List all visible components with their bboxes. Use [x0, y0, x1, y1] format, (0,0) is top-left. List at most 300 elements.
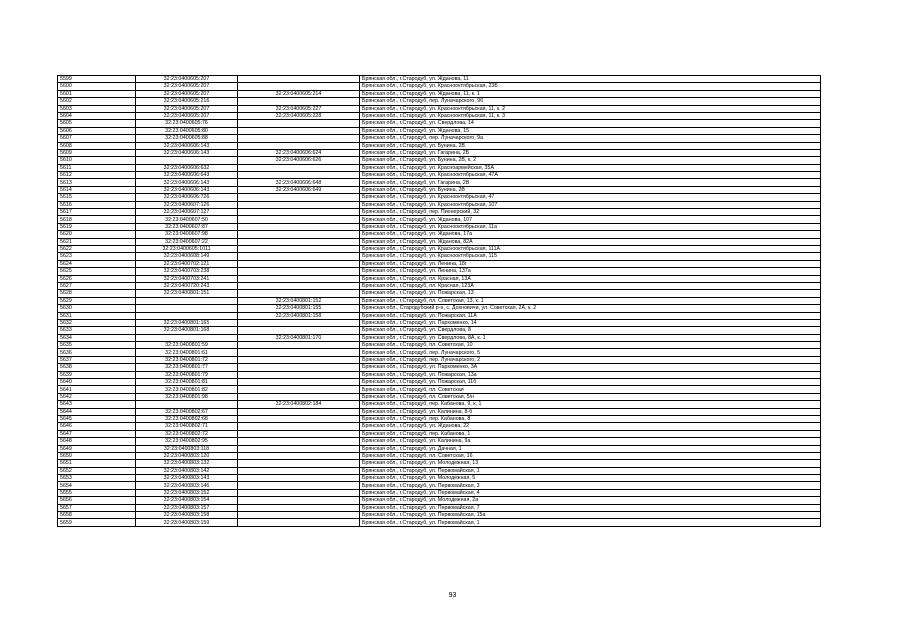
- address-cell: Брянская обл., г.Стародуб, пер. Кабанова, 1: [360, 430, 821, 437]
- row-number-cell: 5647: [58, 430, 136, 437]
- row-number-cell: 5621: [58, 238, 136, 245]
- table-row: [58, 497, 821, 504]
- table-row: [58, 223, 821, 230]
- row-number-cell: 5629: [58, 297, 136, 304]
- address-cell: Брянская обл., г.Стародуб, пер. Луначарского, 9б: [360, 98, 821, 105]
- row-number-cell: 5602: [58, 98, 136, 105]
- row-number-cell: 5654: [58, 482, 136, 489]
- row-number-cell: 5646: [58, 423, 136, 430]
- row-number-cell: 5613: [58, 179, 136, 186]
- address-cell: Брянская обл., г.Стародуб, ул. Первомайская, 15а: [360, 512, 821, 519]
- table-row: [58, 297, 821, 304]
- cadastral-number-cell: 32:23:0400607:127: [136, 209, 238, 216]
- sub-cadastral-number-cell: 32:23:0400801:170: [238, 334, 360, 341]
- row-number-cell: 5628: [58, 290, 136, 297]
- address-cell: Брянская обл., г.Стародуб, ул. Первомайская, 1: [360, 519, 821, 526]
- table-row: [58, 379, 821, 386]
- cadastral-number-cell: 32:23:0400607:87: [136, 223, 238, 230]
- sub-cadastral-number-cell: [238, 231, 360, 238]
- table-body: [58, 76, 821, 527]
- address-cell: Брянская обл., г.Стародуб, ул. Краснооктябрьская, 47А: [360, 172, 821, 179]
- cadastral-number-cell: 32:23:0400605:80: [136, 127, 238, 134]
- sub-cadastral-number-cell: 32:23:0400802:184: [238, 401, 360, 408]
- table-row: [58, 245, 821, 252]
- cadastral-number-cell: 32:23:0400802:68: [136, 415, 238, 422]
- sub-cadastral-number-cell: 32:23:0400801:152: [238, 297, 360, 304]
- cadastral-number-cell: 32:23:0400606:143: [136, 179, 238, 186]
- table-row: [58, 504, 821, 511]
- sub-cadastral-number-cell: 32:23:0400605:214: [238, 90, 360, 97]
- cadastral-number-cell: [136, 312, 238, 319]
- cadastral-number-cell: 32:23:0400605:207: [136, 105, 238, 112]
- address-cell: Брянская обл., г.Стародуб, пл. Советская, 16: [360, 452, 821, 459]
- cadastral-number-cell: 32:23:0400720:243: [136, 282, 238, 289]
- address-cell: Брянская обл., г.Стародуб, ул. Гагарина, 2В: [360, 179, 821, 186]
- cadastral-number-cell: 32:23:0400606:143: [136, 142, 238, 149]
- sub-cadastral-number-cell: [238, 482, 360, 489]
- table-row: [58, 260, 821, 267]
- row-number-cell: 5609: [58, 149, 136, 156]
- address-cell: Брянская обл., г.Стародуб, ул. Краснооктябрьская, 11а: [360, 223, 821, 230]
- row-number-cell: 5638: [58, 364, 136, 371]
- address-cell: Брянская обл., г.Стародуб, ул. Пожарская, 11б: [360, 379, 821, 386]
- row-number-cell: 5636: [58, 349, 136, 356]
- row-number-cell: 5633: [58, 327, 136, 334]
- sub-cadastral-number-cell: [238, 216, 360, 223]
- row-number-cell: 5648: [58, 438, 136, 445]
- address-cell: Брянская обл., г.Стародуб, пер. Луначарского, 2: [360, 356, 821, 363]
- address-cell: Брянская обл., г.Стародуб, ул. Пархоменко, 14: [360, 319, 821, 326]
- cadastral-number-cell: 32:23:0400605:207: [136, 90, 238, 97]
- address-cell: Брянская обл., г.Стародуб, ул. Бунина, 2В: [360, 186, 821, 193]
- sub-cadastral-number-cell: 32:23:0400801:155: [238, 305, 360, 312]
- table-row: [58, 209, 821, 216]
- row-number-cell: 5599: [58, 76, 136, 83]
- row-number-cell: 5605: [58, 120, 136, 127]
- cadastral-number-cell: 32:23:0400802:71: [136, 423, 238, 430]
- address-cell: Брянская обл., г.Стародуб, ул. Красноармейская, 35А: [360, 164, 821, 171]
- sub-cadastral-number-cell: [238, 260, 360, 267]
- sub-cadastral-number-cell: [238, 275, 360, 282]
- cadastral-number-cell: 32:23:0400803:146: [136, 482, 238, 489]
- sub-cadastral-number-cell: [238, 379, 360, 386]
- table-row: [58, 438, 821, 445]
- address-cell: Брянская обл., г.Стародуб, ул. Краснооктябрьская, 11, к. 3: [360, 112, 821, 119]
- row-number-cell: 5620: [58, 231, 136, 238]
- sub-cadastral-number-cell: 32:23:0400606:649: [238, 186, 360, 193]
- cadastral-number-cell: [136, 297, 238, 304]
- table-row: [58, 164, 821, 171]
- sub-cadastral-number-cell: [238, 98, 360, 105]
- sub-cadastral-number-cell: [238, 172, 360, 179]
- cadastral-number-cell: 32:23:0400703:241: [136, 275, 238, 282]
- sub-cadastral-number-cell: [238, 209, 360, 216]
- cadastral-number-cell: 32:23:0400801:82: [136, 386, 238, 393]
- row-number-cell: 5640: [58, 379, 136, 386]
- table-row: [58, 275, 821, 282]
- address-cell: Брянская обл., г.Стародуб, ул. Пожарская, 13: [360, 290, 821, 297]
- table-row: [58, 98, 821, 105]
- sub-cadastral-number-cell: [238, 408, 360, 415]
- row-number-cell: 5610: [58, 157, 136, 164]
- table-row: [58, 482, 821, 489]
- address-cell: Брянская обл., г.Стародуб, пл. Советская, 5/н: [360, 393, 821, 400]
- sub-cadastral-number-cell: [238, 452, 360, 459]
- cadastral-number-cell: [136, 401, 238, 408]
- address-cell: Брянская обл., г.Стародуб, пл. Советская, 13, к. 1: [360, 297, 821, 304]
- table-row: [58, 120, 821, 127]
- sub-cadastral-number-cell: [238, 430, 360, 437]
- row-number-cell: 5623: [58, 253, 136, 260]
- table-row: [58, 452, 821, 459]
- table-row: [58, 127, 821, 134]
- cadastral-number-cell: 32:23:0400606:143: [136, 186, 238, 193]
- table-row: [58, 135, 821, 142]
- land-registry-table: [57, 75, 821, 527]
- row-number-cell: 5655: [58, 489, 136, 496]
- row-number-cell: 5601: [58, 90, 136, 97]
- table-row: [58, 430, 821, 437]
- row-number-cell: 5639: [58, 371, 136, 378]
- address-cell: Брянская обл., г.Стародуб, пл. Красная, 13А: [360, 275, 821, 282]
- row-number-cell: 5645: [58, 415, 136, 422]
- cadastral-number-cell: 32:23:0400801:168: [136, 327, 238, 334]
- sub-cadastral-number-cell: [238, 127, 360, 134]
- address-cell: Брянская обл., г.Стародуб, ул. Жданова, 82А: [360, 238, 821, 245]
- cadastral-number-cell: 32:23:0400803:159: [136, 519, 238, 526]
- cadastral-number-cell: 32:23:0400803:120: [136, 452, 238, 459]
- cadastral-number-cell: [136, 305, 238, 312]
- table-row: [58, 327, 821, 334]
- page-number: 93: [448, 592, 457, 599]
- address-cell: Брянская обл., г.Стародуб, ул. Первомайская, 3: [360, 482, 821, 489]
- address-cell: Брянская обл., г.Стародуб, ул. Бунина, 2В, к. 2: [360, 157, 821, 164]
- row-number-cell: 5634: [58, 334, 136, 341]
- address-cell: Брянская обл., г.Стародуб, ул. Калинина, 8-б: [360, 408, 821, 415]
- row-number-cell: 5608: [58, 142, 136, 149]
- table-row: [58, 386, 821, 393]
- cadastral-number-cell: 32:23:0400801:79: [136, 371, 238, 378]
- address-cell: Брянская обл., г.Стародуб, ул. Жданова, 107: [360, 216, 821, 223]
- address-cell: Брянская обл., г.Стародуб, ул. Жданова, 11: [360, 76, 821, 83]
- address-cell: Брянская обл., г.Стародуб, ул. Калинина, 9а: [360, 438, 821, 445]
- address-cell: Брянская обл., г.Стародуб, ул. Краснооктябрьская, 47: [360, 194, 821, 201]
- address-cell: Брянская обл., г.Стародуб, пер. Кабанова, 8: [360, 415, 821, 422]
- sub-cadastral-number-cell: 32:23:0400605:228: [238, 112, 360, 119]
- sub-cadastral-number-cell: [238, 512, 360, 519]
- table-row: [58, 282, 821, 289]
- row-number-cell: 5631: [58, 312, 136, 319]
- sub-cadastral-number-cell: [238, 282, 360, 289]
- sub-cadastral-number-cell: [238, 386, 360, 393]
- table-row: [58, 186, 821, 193]
- sub-cadastral-number-cell: [238, 504, 360, 511]
- table-row: [58, 423, 821, 430]
- row-number-cell: 5630: [58, 305, 136, 312]
- sub-cadastral-number-cell: [238, 290, 360, 297]
- sub-cadastral-number-cell: [238, 201, 360, 208]
- table-row: [58, 216, 821, 223]
- address-cell: Брянская обл., г.Стародуб, пер. Луначарского, 9а: [360, 135, 821, 142]
- cadastral-number-cell: 32:23:0400605:1011: [136, 245, 238, 252]
- table-row: [58, 231, 821, 238]
- cadastral-number-cell: 32:23:0400801:72: [136, 356, 238, 363]
- row-number-cell: 5624: [58, 260, 136, 267]
- table-row: [58, 83, 821, 90]
- sub-cadastral-number-cell: [238, 268, 360, 275]
- sub-cadastral-number-cell: [238, 423, 360, 430]
- row-number-cell: 5622: [58, 245, 136, 252]
- address-cell: Брянская обл., г.Стародуб, ул. Пархоменко, 3А: [360, 364, 821, 371]
- address-cell: Брянская обл., г.Стародуб, ул. Свердлова, 14: [360, 120, 821, 127]
- row-number-cell: 5617: [58, 209, 136, 216]
- address-cell: Брянская обл., г.Стародуб, ул. Свердлова, 8: [360, 327, 821, 334]
- address-cell: Брянская обл., г.Стародуб, пер. Кабанова, 9, к. 1: [360, 401, 821, 408]
- address-cell: Брянская обл., г.Стародуб, пл. Красная, 123А: [360, 282, 821, 289]
- sub-cadastral-number-cell: [238, 364, 360, 371]
- sub-cadastral-number-cell: 32:23:0400606:648: [238, 179, 360, 186]
- table-row: [58, 194, 821, 201]
- cadastral-number-cell: 32:23:0400803:157: [136, 504, 238, 511]
- cadastral-number-cell: 32:23:0400801:98: [136, 393, 238, 400]
- sub-cadastral-number-cell: [238, 489, 360, 496]
- row-number-cell: 5649: [58, 445, 136, 452]
- cadastral-number-cell: 32:23:0400801:61: [136, 349, 238, 356]
- cadastral-number-cell: 32:23:0400803:152: [136, 489, 238, 496]
- table-row: [58, 467, 821, 474]
- cadastral-number-cell: 32:23:0400803:132: [136, 460, 238, 467]
- cadastral-number-cell: 32:23:0400606:643: [136, 172, 238, 179]
- address-cell: Брянская обл., г.Стародуб, ул. Дачная, 1: [360, 445, 821, 452]
- table-row: [58, 512, 821, 519]
- table-row: [58, 290, 821, 297]
- table-row: [58, 268, 821, 275]
- sub-cadastral-number-cell: [238, 460, 360, 467]
- cadastral-number-cell: 32:23:0400607:22: [136, 238, 238, 245]
- sub-cadastral-number-cell: [238, 519, 360, 526]
- sub-cadastral-number-cell: [238, 438, 360, 445]
- sub-cadastral-number-cell: [238, 194, 360, 201]
- table-row: [58, 179, 821, 186]
- table-row: [58, 415, 821, 422]
- table-row: [58, 142, 821, 149]
- address-cell: Брянская обл., г.Стародуб, пл. Советская: [360, 386, 821, 393]
- sub-cadastral-number-cell: [238, 164, 360, 171]
- cadastral-number-cell: 32:23:0400607:98: [136, 231, 238, 238]
- row-number-cell: 5619: [58, 223, 136, 230]
- address-cell: Брянская обл., г.Стародуб, ул. Первомайская, 7: [360, 504, 821, 511]
- row-number-cell: 5607: [58, 135, 136, 142]
- address-cell: Брянская обл., г.Стародуб, ул. Пожарская, 11А: [360, 312, 821, 319]
- address-cell: Брянская обл., г.Стародуб, ул. Краснооктябрьская, 111А: [360, 245, 821, 252]
- sub-cadastral-number-cell: [238, 83, 360, 90]
- table-row: [58, 489, 821, 496]
- cadastral-number-cell: 32:23:0400606:632: [136, 164, 238, 171]
- sub-cadastral-number-cell: 32:23:0400605:227: [238, 105, 360, 112]
- table-row: [58, 371, 821, 378]
- row-number-cell: 5651: [58, 460, 136, 467]
- sub-cadastral-number-cell: [238, 223, 360, 230]
- table-row: [58, 342, 821, 349]
- cadastral-number-cell: 32:23:0400608:149: [136, 253, 238, 260]
- cadastral-number-cell: 32:23:0400802:72: [136, 430, 238, 437]
- address-cell: Брянская обл., г.Стародуб, ул. Свердлова, 8А, к. 1: [360, 334, 821, 341]
- table-row: [58, 76, 821, 83]
- table-row: [58, 305, 821, 312]
- address-cell: Брянская обл., г.Стародуб, ул. Жданова, 11, к. 1: [360, 90, 821, 97]
- cadastral-number-cell: 32:23:0400607:50: [136, 216, 238, 223]
- sub-cadastral-number-cell: [238, 327, 360, 334]
- table-row: [58, 475, 821, 482]
- table-row: [58, 519, 821, 526]
- row-number-cell: 5635: [58, 342, 136, 349]
- cadastral-number-cell: 32:23:0400802:95: [136, 438, 238, 445]
- cadastral-number-cell: 32:23:0400801:151: [136, 290, 238, 297]
- table-row: [58, 90, 821, 97]
- address-cell: Брянская обл., г.Стародуб, ул. Первомайская, 4: [360, 489, 821, 496]
- sub-cadastral-number-cell: [238, 135, 360, 142]
- table-row: [58, 393, 821, 400]
- address-cell: Брянская обл., г.Стародуб, пл. Советская, 10: [360, 342, 821, 349]
- sub-cadastral-number-cell: 32:23:0400606:626: [238, 157, 360, 164]
- cadastral-number-cell: 32:23:0400803:158: [136, 512, 238, 519]
- sub-cadastral-number-cell: [238, 253, 360, 260]
- address-cell: Брянская обл., г.Стародуб, ул. Ленина, 18г: [360, 260, 821, 267]
- cadastral-number-cell: [136, 334, 238, 341]
- row-number-cell: 5650: [58, 452, 136, 459]
- cadastral-number-cell: 32:23:0400802:67: [136, 408, 238, 415]
- sub-cadastral-number-cell: [238, 467, 360, 474]
- address-cell: Брянская обл., г.Стародуб, ул. Краснооктябрьская, 115: [360, 253, 821, 260]
- cadastral-number-cell: 32:23:0400605:216: [136, 98, 238, 105]
- table-row: [58, 201, 821, 208]
- cadastral-number-cell: 32:23:0400605:76: [136, 120, 238, 127]
- address-cell: Брянская обл., г.Стародуб, ул. Краснооктябрьская, 107: [360, 201, 821, 208]
- row-number-cell: 5652: [58, 467, 136, 474]
- row-number-cell: 5657: [58, 504, 136, 511]
- address-cell: Брянская обл., г.Стародуб, пер. Луначарского, 5: [360, 349, 821, 356]
- table-row: [58, 445, 821, 452]
- cadastral-number-cell: 32:23:0400801:77: [136, 364, 238, 371]
- sub-cadastral-number-cell: [238, 76, 360, 83]
- address-cell: Брянская обл., г.Стародуб, ул. Краснооктябрьская, 23Б: [360, 83, 821, 90]
- row-number-cell: 5616: [58, 201, 136, 208]
- cadastral-number-cell: 32:23:0400801:81: [136, 379, 238, 386]
- row-number-cell: 5625: [58, 268, 136, 275]
- cadastral-number-cell: 32:23:0400703:238: [136, 268, 238, 275]
- table-row: [58, 349, 821, 356]
- sub-cadastral-number-cell: [238, 445, 360, 452]
- sub-cadastral-number-cell: [238, 356, 360, 363]
- row-number-cell: 5600: [58, 83, 136, 90]
- row-number-cell: 5659: [58, 519, 136, 526]
- table-row: [58, 149, 821, 156]
- table-row: [58, 356, 821, 363]
- address-cell: Брянская обл., г.Стародуб, ул. Молодежная, 13: [360, 460, 821, 467]
- cadastral-number-cell: 32:23:0400605:207: [136, 76, 238, 83]
- row-number-cell: 5614: [58, 186, 136, 193]
- row-number-cell: 5618: [58, 216, 136, 223]
- address-cell: Брянская обл., г.Стародуб, ул. Первомайская, 1: [360, 467, 821, 474]
- sub-cadastral-number-cell: [238, 238, 360, 245]
- table-row: [58, 364, 821, 371]
- cadastral-number-cell: 32:23:0400607:126: [136, 201, 238, 208]
- row-number-cell: 5632: [58, 319, 136, 326]
- table-row: [58, 319, 821, 326]
- table-row: [58, 253, 821, 260]
- address-cell: Брянская обл., г.Стародуб, ул. Жданова, 17а: [360, 231, 821, 238]
- address-cell: Брянская обл., Стародубский р-н, с. Дохновичи, ул. Советская, 2А, к. 2: [360, 305, 821, 312]
- table-row: [58, 312, 821, 319]
- row-number-cell: 5658: [58, 512, 136, 519]
- cadastral-number-cell: [136, 157, 238, 164]
- cadastral-number-cell: 32:23:0400801:59: [136, 342, 238, 349]
- sub-cadastral-number-cell: [238, 415, 360, 422]
- address-cell: Брянская обл., г.Стародуб, ул. Ленина, 137а: [360, 268, 821, 275]
- address-cell: Брянская обл., г.Стародуб, ул. Гагарина, 2Б: [360, 149, 821, 156]
- table-row: [58, 460, 821, 467]
- sub-cadastral-number-cell: [238, 371, 360, 378]
- table-row: [58, 157, 821, 164]
- row-number-cell: 5611: [58, 164, 136, 171]
- table-row: [58, 334, 821, 341]
- address-cell: Брянская обл., г.Стародуб, ул. Жданова, 15: [360, 127, 821, 134]
- row-number-cell: 5606: [58, 127, 136, 134]
- row-number-cell: 5626: [58, 275, 136, 282]
- row-number-cell: 5615: [58, 194, 136, 201]
- address-cell: Брянская обл., г.Стародуб, ул. Жданова, 22: [360, 423, 821, 430]
- address-cell: Брянская обл., г.Стародуб, ул. Краснооктябрьская, 11, к. 2: [360, 105, 821, 112]
- row-number-cell: 5644: [58, 408, 136, 415]
- cadastral-number-cell: 32:23:0400803:118: [136, 445, 238, 452]
- address-cell: Брянская обл., г.Стародуб, ул. Молодежная, 5: [360, 475, 821, 482]
- table-row: [58, 105, 821, 112]
- row-number-cell: 5637: [58, 356, 136, 363]
- sub-cadastral-number-cell: [238, 319, 360, 326]
- sub-cadastral-number-cell: [238, 497, 360, 504]
- cadastral-number-cell: 32:23:0400801:165: [136, 319, 238, 326]
- row-number-cell: 5656: [58, 497, 136, 504]
- row-number-cell: 5643: [58, 401, 136, 408]
- cadastral-number-cell: 32:23:0400803:143: [136, 475, 238, 482]
- cadastral-number-cell: 32:23:0400803:154: [136, 497, 238, 504]
- sub-cadastral-number-cell: [238, 393, 360, 400]
- row-number-cell: 5604: [58, 112, 136, 119]
- address-cell: Брянская обл., г.Стародуб, ул. Пожарская, 13а: [360, 371, 821, 378]
- cadastral-number-cell: 32:23:0400605:207: [136, 112, 238, 119]
- cadastral-number-cell: 32:23:0400605:207: [136, 83, 238, 90]
- row-number-cell: 5603: [58, 105, 136, 112]
- cadastral-number-cell: 32:23:0400606:726: [136, 194, 238, 201]
- sub-cadastral-number-cell: [238, 349, 360, 356]
- sub-cadastral-number-cell: [238, 342, 360, 349]
- sub-cadastral-number-cell: 32:23:0400801:158: [238, 312, 360, 319]
- cadastral-number-cell: 32:23:0400702:121: [136, 260, 238, 267]
- table-row: [58, 238, 821, 245]
- sub-cadastral-number-cell: [238, 120, 360, 127]
- sub-cadastral-number-cell: 32:23:0400606:624: [238, 149, 360, 156]
- address-cell: Брянская обл., г.Стародуб, ул. Молодежная, 2а: [360, 497, 821, 504]
- row-number-cell: 5642: [58, 393, 136, 400]
- address-cell: Брянская обл., г.Стародуб, пер. Пионерский, 32: [360, 209, 821, 216]
- sub-cadastral-number-cell: [238, 245, 360, 252]
- row-number-cell: 5627: [58, 282, 136, 289]
- address-cell: Брянская обл., г.Стародуб, ул. Бунина, 2В: [360, 142, 821, 149]
- cadastral-number-cell: 32:23:0400803:142: [136, 467, 238, 474]
- row-number-cell: 5612: [58, 172, 136, 179]
- table-row: [58, 408, 821, 415]
- cadastral-number-cell: 32:23:0400605:88: [136, 135, 238, 142]
